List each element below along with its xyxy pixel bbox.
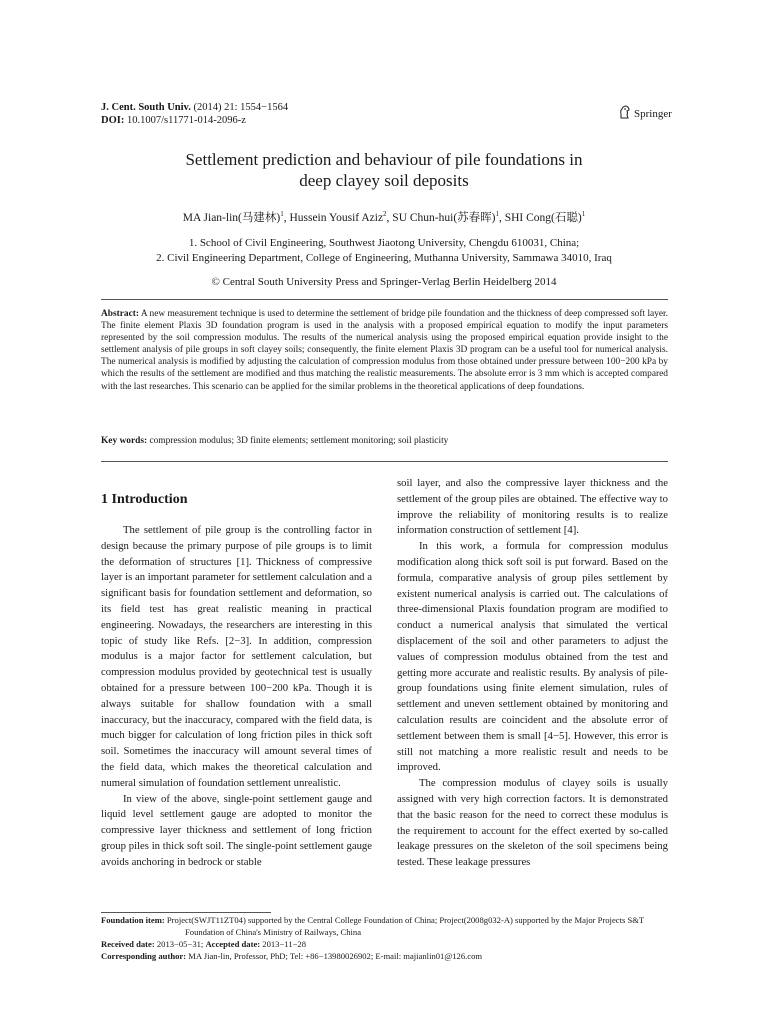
- author-1-affil: 1: [280, 210, 284, 219]
- left-paragraph-1: The settlement of pile group is the controlling factor in design because the primary purpose of pile groups is to limit the deformation of structures [1]. Thickness of compressive layer is an important parameter for settlement calculation and a significant basis for foundation settlement and deformation, so its field test has great realistic meaning in practical engineering. Nowadays, the researchers are interesting in this topic of study like Refs. [2−3]. In addition, compression modulus is a major factor for settlement calculation, but compression modulus provided by geotechnical test is usually obtained for a pressure between 100−200 kPa. Though it is always suitable for shallow foundation with a small inaccuracy, but the inaccuracy, compared with the field data, is much bigger for calculation of long friction piles in thick soft soil. Sometimes the inaccuracy will amount several times of the field data, which makes the theoretical calculation and numeral simulation of foundation settlement unrealistic.: [101, 524, 372, 789]
- journal-citation-line: [101, 101, 288, 114]
- corresponding-label: Corresponding author:: [101, 951, 187, 961]
- author-list: [100, 209, 668, 225]
- foundation-text: Project(SWJT11ZT04) supported by the Central College Foundation of China; Project(2008g032-A) supported by the Major Projects S&T: [164, 915, 645, 925]
- abstract-label: Abstract:: [101, 309, 140, 319]
- title-line-1: Settlement prediction and behaviour of pile foundations in: [185, 150, 583, 169]
- right-column: [397, 476, 668, 871]
- accepted-value: 2013−11−28: [260, 939, 307, 949]
- publisher-logo: [618, 105, 672, 122]
- affiliation-2: 2. Civil Engineering Department, College of Engineering, Muthanna University, Sammawa 34010, Iraq: [156, 252, 612, 264]
- journal-citation: (2014) 21: 1554−1564: [190, 102, 289, 113]
- doi-line: [101, 114, 288, 127]
- abstract: [101, 308, 668, 393]
- doi-label: DOI:: [101, 115, 125, 126]
- abstract-text: A new measurement technique is used to determine the settlement of bridge pile foundation and the thickness of deep compressed soft layer. The finite element Plaxis 3D foundation program is used in the analysis with a proposed empirical equation to modify the input parameters represented by the soil compression modulus. The results of the numerical analysis using the proposed empirical equation provide insight to the settlement analysis of pile groups in soft clayey soils; consequently, the finite element Plaxis 3D program can be a useful tool for numerical analysis. The numerical analysis is modified by adjusting the calculation of compression modulus from those obtained under pressure between 100−200 kPa by which the results of the settlement are modified and thus matching the realistic measurements. The absolute error is 3 mm which is accepted compared with the last researches. This scenario can be applied for the similar problems in the theoretical applications of deep foundations.: [101, 309, 668, 392]
- doi-value[interactable]: 10.1007/s11771-014-2096-z: [124, 115, 246, 126]
- keywords-label: Key words:: [101, 436, 148, 446]
- keywords: [101, 436, 668, 446]
- publisher-name: Springer: [634, 107, 672, 120]
- foundation-label: Foundation item:: [101, 915, 165, 925]
- divider-bottom: [101, 461, 668, 462]
- left-paragraph-2: In view of the above, single-point settlement gauge and liquid level settlement gauge are adopted to monitor the compressive layer thickness and settlement of long friction group piles in thick soft soil. The single-point settlement gauge avoids anchoring in bedrock or stable: [101, 792, 372, 868]
- corresponding-text[interactable]: MA Jian-lin, Professor, PhD; Tel: +86−13980026902; E-mail: majianlin01@126.com: [186, 951, 483, 961]
- author-4: , SHI Cong(石聪): [498, 212, 582, 224]
- accepted-label: Accepted date:: [205, 939, 261, 949]
- paper-title: [100, 149, 668, 191]
- footnote-dates: [101, 939, 668, 950]
- footnote-divider: [101, 912, 271, 913]
- author-3-affil: 1: [495, 210, 499, 219]
- copyright-line: © Central South University Press and Springer-Verlag Berlin Heidelberg 2014: [211, 276, 557, 288]
- author-1: MA Jian-lin(马建林): [182, 212, 281, 224]
- received-value: 2013−05−31;: [154, 939, 206, 949]
- author-4-affil: 1: [581, 210, 586, 219]
- journal-name: J. Cent. South Univ.: [101, 102, 191, 113]
- affiliation-1: 1. School of Civil Engineering, Southwest Jiaotong University, Chengdu 610031, China;: [188, 237, 580, 249]
- author-3: , SU Chun-hui(苏春晖): [386, 212, 496, 224]
- journal-header: [101, 101, 288, 127]
- author-2-affil: 2: [383, 210, 387, 219]
- divider-top: [101, 299, 668, 300]
- footnote-foundation: [101, 915, 668, 926]
- keywords-text: compression modulus; 3D finite elements; settlement monitoring; soil plasticity: [147, 436, 449, 446]
- left-column: [101, 523, 372, 871]
- author-2: , Hussein Yousif Aziz: [283, 212, 384, 224]
- springer-knight-icon: [618, 105, 631, 122]
- right-paragraph-0: soil layer, and also the compressive layer thickness and the settlement of the group piles are obtained. The effective way to improve the reliability of monitoring results is to realize information construction of settlement [4].: [397, 477, 668, 537]
- right-paragraph-2: The compression modulus of clayey soils is usually assigned with very high correction factors. It is demonstrated that the basic reason for the need to correct these modulus is the requirement to account for the effect exerted by so-called leakage pressures on the skeleton of the soil specimens being tested. These leakage pressures: [397, 777, 668, 869]
- received-label: Received date:: [101, 939, 155, 949]
- title-line-2: deep clayey soil deposits: [299, 171, 469, 190]
- right-paragraph-1: In this work, a formula for compression modulus modification along thick soft soil is put forward. Based on the formula, comparative analysis of group piles settlement by existent numerical analysis is carried out. The calculations of three-dimensional Plaxis foundation program are modified to conduct a numerical analysis that simulated the vertical displacement of the soil and other parameters to adjust the values of compression modulus obtained from the test and getting more accurate and realistic results. By analysis of pile-group foundations using finite element simulation, rules of settlement and uneven settlement obtained by monitoring and calculation results are coincident and the absolute error of settlement between them is small [4−5]. However, this error is still not matching a more realistic result and needs to be improved.: [397, 540, 668, 774]
- footnote-corresponding: [101, 951, 668, 962]
- section-heading: 1 Introduction: [101, 492, 188, 507]
- footnote-foundation-cont: Foundation of China's Ministry of Railways, China: [185, 927, 362, 937]
